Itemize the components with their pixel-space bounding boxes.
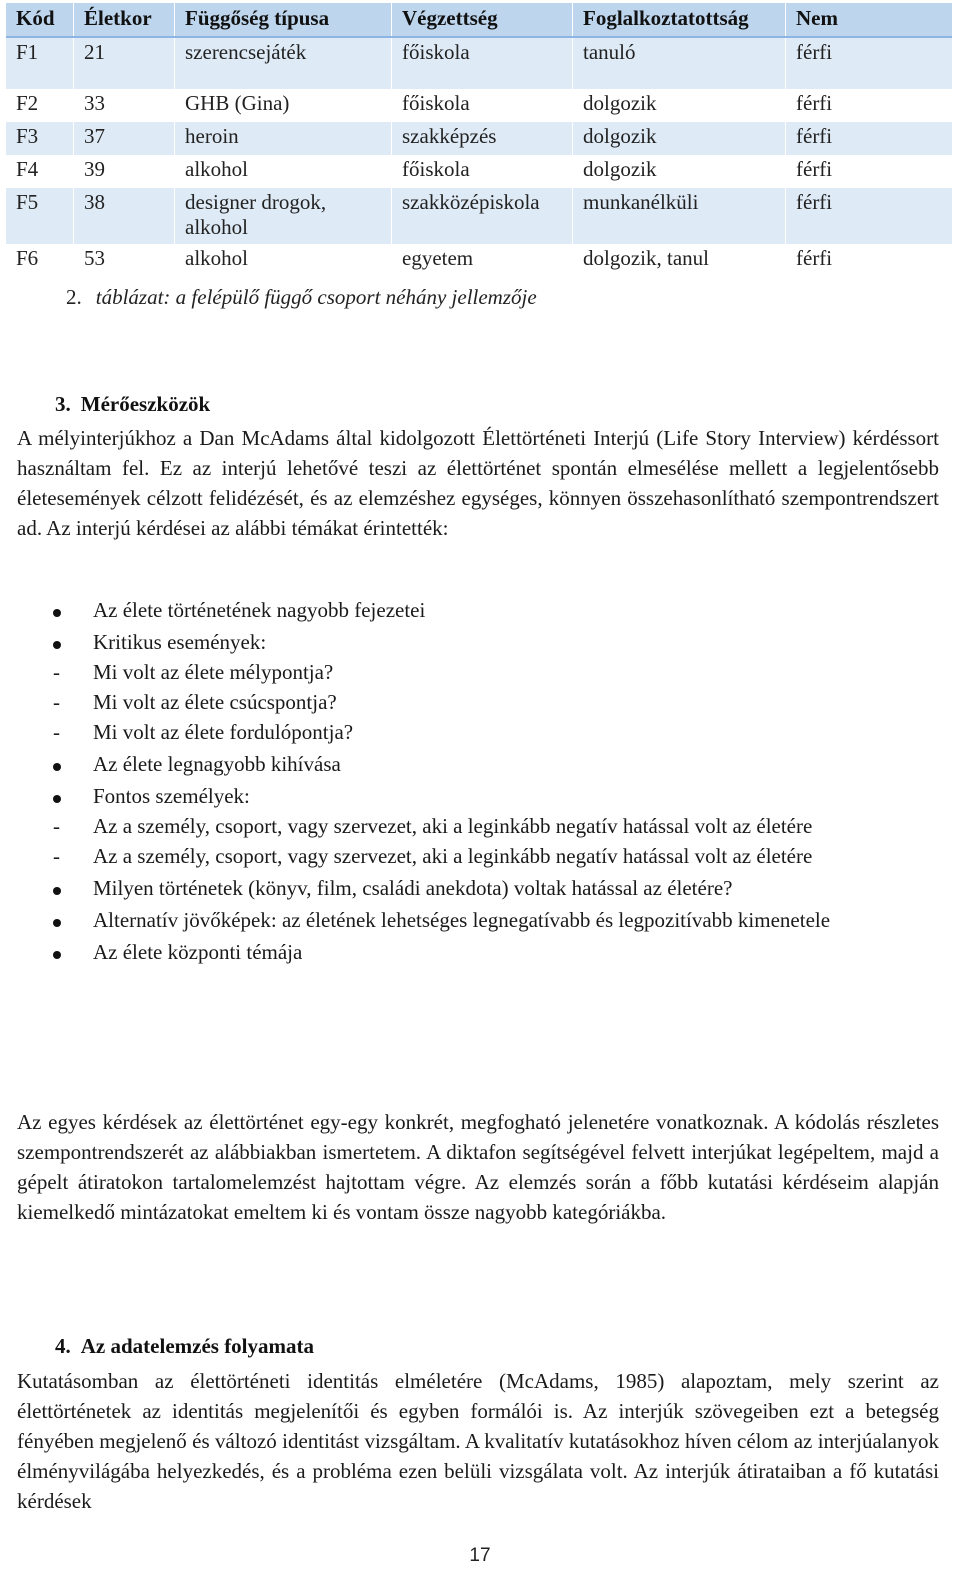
table-row xyxy=(6,188,952,244)
header-education: Végzettség xyxy=(392,3,573,37)
header-employment: Foglalkoztatottság xyxy=(573,3,786,37)
cell-employment: dolgozik, tanul xyxy=(573,244,786,276)
table-header-row xyxy=(6,3,952,37)
cell-education: egyetem xyxy=(392,244,573,276)
table-caption-number: 2. xyxy=(66,285,82,309)
topic-item xyxy=(17,873,939,903)
cell-education: szakképzés xyxy=(392,122,573,155)
header-age: Életkor xyxy=(74,3,175,37)
table-row xyxy=(6,89,952,122)
topic-text: Mi volt az élete mélypontja? xyxy=(93,660,334,684)
bullet-icon xyxy=(53,781,73,811)
topic-text: Kritikus események: xyxy=(93,630,267,654)
interview-topic-list xyxy=(17,595,939,967)
cell-age: 37 xyxy=(74,122,175,155)
topic-item xyxy=(17,687,939,717)
bullet-icon xyxy=(53,627,73,657)
section-3-closing: Az egyes kérdések az élettörténet egy-egy konkrét, megfogható jelenetére vonatkoznak. A kódolás részletes szempontrendszerét az alábbiakban ismertetem. A diktafon segítségével felvett interjúkat legépeltem, majd a gépelt átiratokon tartalomelemzést hajtottam végre. Az elemzés során a főbb kutatási kérdéseim alapján kiemelkedő mintázatokat emeltem ki és vontam össze nagyobb kategóriákba. xyxy=(17,1110,939,1224)
cell-code: F6 xyxy=(6,244,74,276)
topic-item xyxy=(17,841,939,871)
section-3-title: Mérőeszközök xyxy=(80,392,211,416)
topic-item xyxy=(17,717,939,747)
cell-gender: férfi xyxy=(786,155,953,188)
cell-gender: férfi xyxy=(786,188,953,244)
cell-addiction-type: alkohol xyxy=(175,155,392,188)
cell-code: F4 xyxy=(6,155,74,188)
cell-age: 33 xyxy=(74,89,175,122)
cell-addiction-type: alkohol xyxy=(175,244,392,276)
header-gender: Nem xyxy=(786,3,953,37)
header-code: Kód xyxy=(6,3,74,37)
cell-employment: dolgozik xyxy=(573,122,786,155)
page-number: 17 xyxy=(469,1545,491,1566)
topic-text: Mi volt az élete fordulópontja? xyxy=(93,720,354,744)
table-caption xyxy=(66,285,537,310)
cell-employment: dolgozik xyxy=(573,155,786,188)
section-3-intro: A mélyinterjúkhoz a Dan McAdams által kidolgozott Élettörténeti Interjú (Life Story Interview) kérdéssort használtam fel. Ez az interjú lehetővé teszi az élettörténet spontán elmesélése mellett a legjelentősebb életesemények célzott felidézését, és az elemzéshez egységes, könnyen összehasonlítható szempontrendszert ad. Az interjú kérdései az alábbi témákat érintették: xyxy=(17,426,939,540)
bullet-icon xyxy=(53,873,73,903)
table-row xyxy=(6,244,952,276)
cell-gender: férfi xyxy=(786,122,953,155)
topic-text: Fontos személyek: xyxy=(93,784,250,808)
cell-age: 38 xyxy=(74,188,175,244)
dash-marker: - xyxy=(53,690,60,714)
cell-code: F2 xyxy=(6,89,74,122)
cell-gender: férfi xyxy=(786,37,953,89)
cell-education: szakközépiskola xyxy=(392,188,573,244)
section-3-number: 3. xyxy=(55,392,71,416)
topic-text: Az a személy, csoport, vagy szervezet, aki a leginkább negatív hatással volt az életére xyxy=(93,814,813,838)
topic-text: Mi volt az élete csúcspontja? xyxy=(93,690,337,714)
section-4-heading xyxy=(55,1334,314,1359)
dash-marker: - xyxy=(53,720,60,744)
topic-item xyxy=(17,627,939,657)
topic-item xyxy=(17,749,939,779)
bullet-icon xyxy=(53,905,73,935)
topic-item xyxy=(17,937,939,967)
topic-item xyxy=(17,595,939,625)
topic-item xyxy=(17,657,939,687)
cell-code: F5 xyxy=(6,188,74,244)
cell-gender: férfi xyxy=(786,89,953,122)
cell-code: F1 xyxy=(6,37,74,89)
bullet-icon xyxy=(53,749,73,779)
cell-education: főiskola xyxy=(392,89,573,122)
topic-text: Az a személy, csoport, vagy szervezet, aki a leginkább negatív hatással volt az életére xyxy=(93,844,813,868)
cell-employment: dolgozik xyxy=(573,89,786,122)
dash-marker: - xyxy=(53,814,60,838)
header-addiction-type: Függőség típusa xyxy=(175,3,392,37)
topic-text: Az élete központi témája xyxy=(93,940,303,964)
section-4-body: Kutatásomban az élettörténeti identitás elméletére (McAdams, 1985) alapoztam, mely szerint az élettörténetek az identitás megjelenítői és egyben formálói is. Az interjúk szövegeiben ezt a betegség fényében megjelenő és változó identitást vizsgáltam. A kvalitatív kutatásokhoz híven célom az interjúalanyok élményvilágába helyezkedés, és a probléma ezen belüli vizsgálata volt. Az interjúk átirataiban a fő kutatási kérdések xyxy=(17,1369,939,1513)
section-4-number: 4. xyxy=(55,1334,71,1358)
topic-item xyxy=(17,905,939,935)
topic-text: Az élete történetének nagyobb fejezetei xyxy=(93,598,426,622)
topic-text: Alternatív jövőképek: az életének lehetséges legnegatívabb és legpozitívabb kimenetele xyxy=(93,908,831,932)
cell-addiction-type: szerencsejáték xyxy=(175,37,392,89)
table-row xyxy=(6,122,952,155)
participant-table xyxy=(6,3,952,276)
cell-addiction-type: heroin xyxy=(175,122,392,155)
topic-text: Milyen történetek (könyv, film, családi anekdota) voltak hatással az életére? xyxy=(93,876,733,900)
section-4-title: Az adatelemzés folyamata xyxy=(80,1334,315,1358)
table-row xyxy=(6,37,952,89)
bullet-icon xyxy=(53,595,73,625)
section-3-heading xyxy=(55,392,210,417)
cell-age: 53 xyxy=(74,244,175,276)
cell-education: főiskola xyxy=(392,155,573,188)
cell-addiction-type: designer drogok, alkohol xyxy=(175,188,392,244)
cell-code: F3 xyxy=(6,122,74,155)
cell-employment: munkanélküli xyxy=(573,188,786,244)
topic-item xyxy=(17,811,939,841)
cell-gender: férfi xyxy=(786,244,953,276)
cell-addiction-type: GHB (Gina) xyxy=(175,89,392,122)
table-row xyxy=(6,155,952,188)
cell-employment: tanuló xyxy=(573,37,786,89)
cell-age: 39 xyxy=(74,155,175,188)
table-caption-text: táblázat: a felépülő függő csoport néhány jellemzője xyxy=(95,285,537,309)
dash-marker: - xyxy=(53,660,60,684)
topic-text: Az élete legnagyobb kihívása xyxy=(93,752,341,776)
cell-age: 21 xyxy=(74,37,175,89)
cell-education: főiskola xyxy=(392,37,573,89)
dash-marker: - xyxy=(53,844,60,868)
bullet-icon xyxy=(53,937,73,967)
topic-item xyxy=(17,781,939,811)
